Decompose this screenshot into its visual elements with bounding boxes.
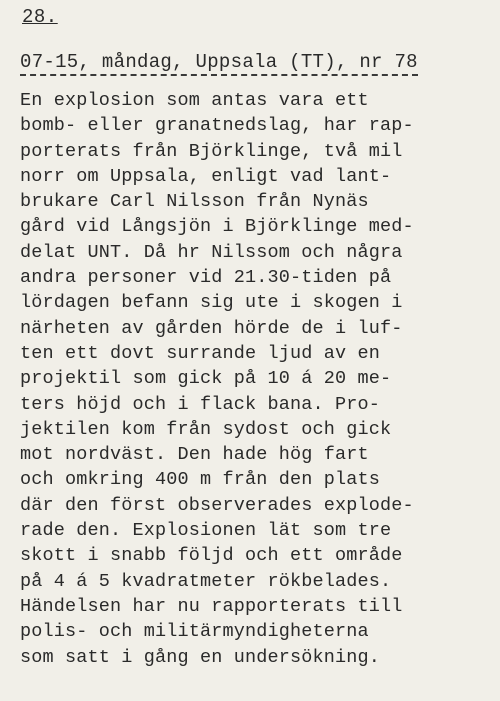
article-body bbox=[20, 88, 490, 670]
text-line: som satt i gång en undersökning. bbox=[20, 646, 381, 668]
text-line: gård vid Långsjön i Björklinge med- bbox=[20, 216, 414, 238]
text-line: där den först observerades explode- bbox=[20, 494, 414, 516]
text-line: andra personer vid 21.30-tiden på bbox=[20, 267, 392, 289]
text-line: och omkring 400 m från den plats bbox=[20, 469, 381, 491]
text-line: Händelsen har nu rapporterats till bbox=[20, 595, 403, 617]
text-line: norr om Uppsala, enligt vad lant- bbox=[20, 165, 392, 187]
clipping-number: 28. bbox=[22, 6, 58, 28]
text-line: närheten av gården hörde de i luf- bbox=[20, 317, 403, 339]
text-line: på 4 á 5 kvadratmeter rökbelades. bbox=[20, 570, 392, 592]
text-line: projektil som gick på 10 á 20 me- bbox=[20, 368, 392, 390]
text-line: brukare Carl Nilsson från Nynäs bbox=[20, 191, 369, 213]
text-line: polis- och militärmyndigheterna bbox=[20, 621, 369, 643]
text-line: ten ett dovt surrande ljud av en bbox=[20, 342, 381, 364]
text-line: rade den. Explosionen lät som tre bbox=[20, 520, 392, 542]
text-line: bomb- eller granatnedslag, har rap- bbox=[20, 115, 414, 137]
text-line: jektilen kom från sydost och gick bbox=[20, 418, 392, 440]
dateline: 07-15, måndag, Uppsala (TT), nr 78 bbox=[20, 51, 418, 76]
text-line: mot nordväst. Den hade hög fart bbox=[20, 444, 369, 466]
text-line: delat UNT. Då hr Nilssom och några bbox=[20, 241, 403, 263]
text-line: lördagen befann sig ute i skogen i bbox=[20, 292, 403, 314]
text-line: porterats från Björklinge, två mil bbox=[20, 140, 403, 162]
text-line: En explosion som antas vara ett bbox=[20, 90, 369, 111]
text-line: ters höjd och i flack bana. Pro- bbox=[20, 393, 381, 415]
text-line: skott i snabb följd och ett område bbox=[20, 545, 403, 567]
